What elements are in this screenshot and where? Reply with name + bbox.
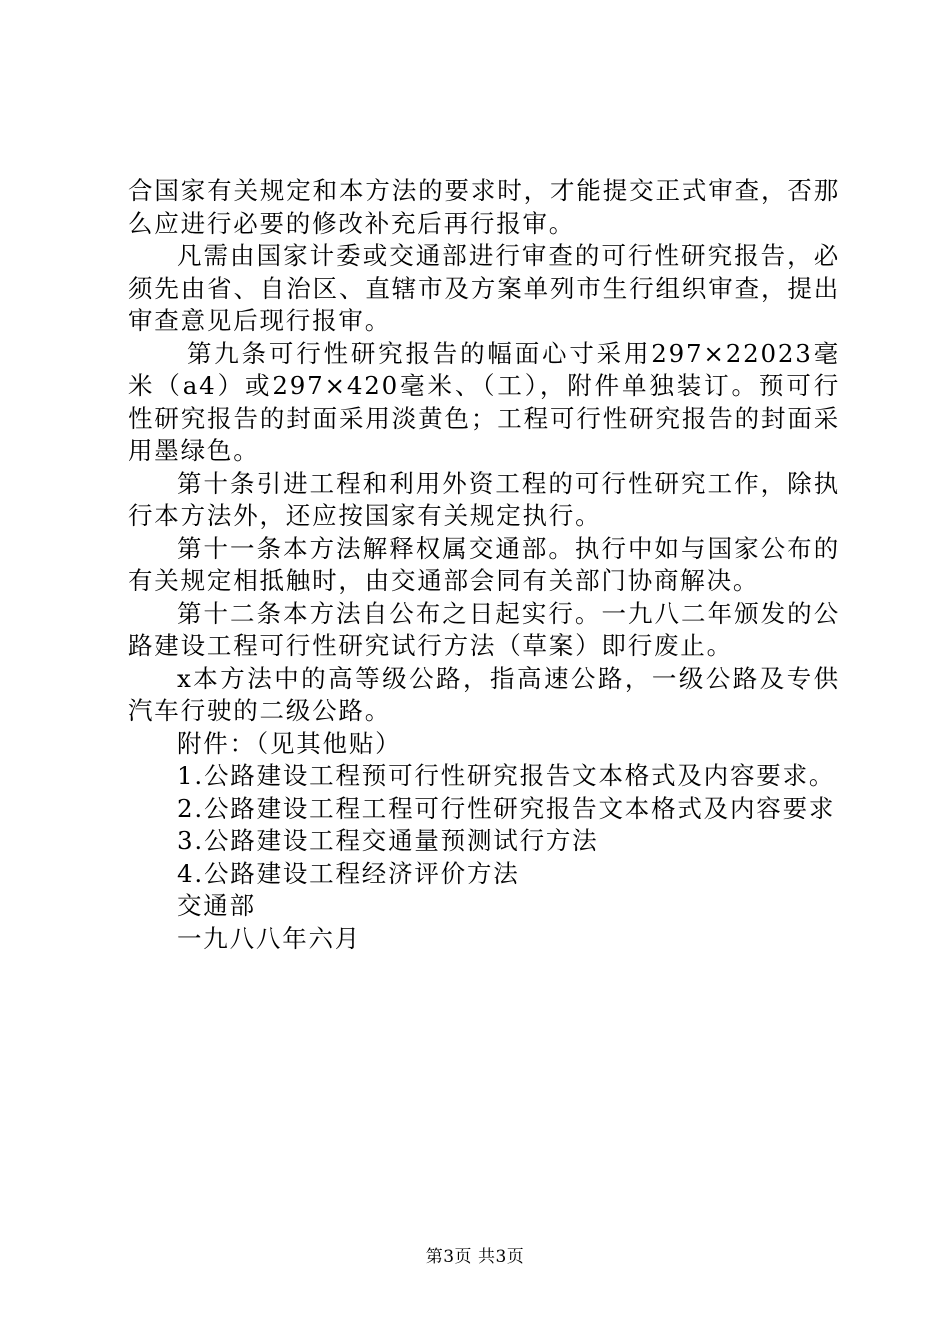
- paragraph-article-10: 第十条引进工程和利用外资工程的可行性研究工作，除执行本方法外，还应按国家有关规定执行。: [128, 468, 840, 530]
- attachment-item: 4.公路建设工程经济评价方法: [177, 858, 520, 888]
- page-number-footer: 第3页 共3页: [425, 1247, 525, 1267]
- paragraph-article-9: 第九条可行性研究报告的幅面心寸采用297×22023毫米（a4）或297×420毫米、（工），附件单独装订。预可行性研究报告的封面采用淡黄色；工程可行性研究报告的封面采用墨绿色。: [128, 338, 840, 465]
- attachment-item: 1.公路建设工程预可行性研究报告文本格式及内容要求。: [177, 761, 836, 790]
- paragraph-highway-note: x本方法中的高等级公路，指高速公路，一级公路及专供汽车行驶的二级公路。: [128, 663, 840, 725]
- attachment-item: 3.公路建设工程交通量预测试行方法: [177, 826, 599, 855]
- paragraph-review-requirement: 凡需由国家计委或交通部进行审查的可行性研究报告，必须先由省、自治区、直辖市及方案单列市生行组织审查，提出审查意见后现行报审。: [128, 241, 840, 335]
- paragraph-continuation: 合国家有关规定和本方法的要求时，才能提交正式审查，否那么应进行必要的修改补充后再行报审。: [128, 176, 840, 238]
- issue-date: 一九八八年六月: [177, 923, 362, 953]
- paragraph-article-12: 第十二条本方法自公布之日起实行。一九八二年颁发的公路建设工程可行性研究试行方法（草案）即行废止。: [128, 598, 840, 660]
- paragraph-article-11: 第十一条本方法解释权属交通部。执行中如与国家公布的有关规定相抵触时，由交通部会同有关部门协商解决。: [128, 533, 840, 595]
- document-body: [128, 175, 840, 955]
- attachment-item: 2.公路建设工程工程可行性研究报告文本格式及内容要求: [177, 793, 836, 823]
- issuer: 交通部: [177, 891, 256, 920]
- attachments-label: 附件：（见其他贴）: [177, 728, 402, 758]
